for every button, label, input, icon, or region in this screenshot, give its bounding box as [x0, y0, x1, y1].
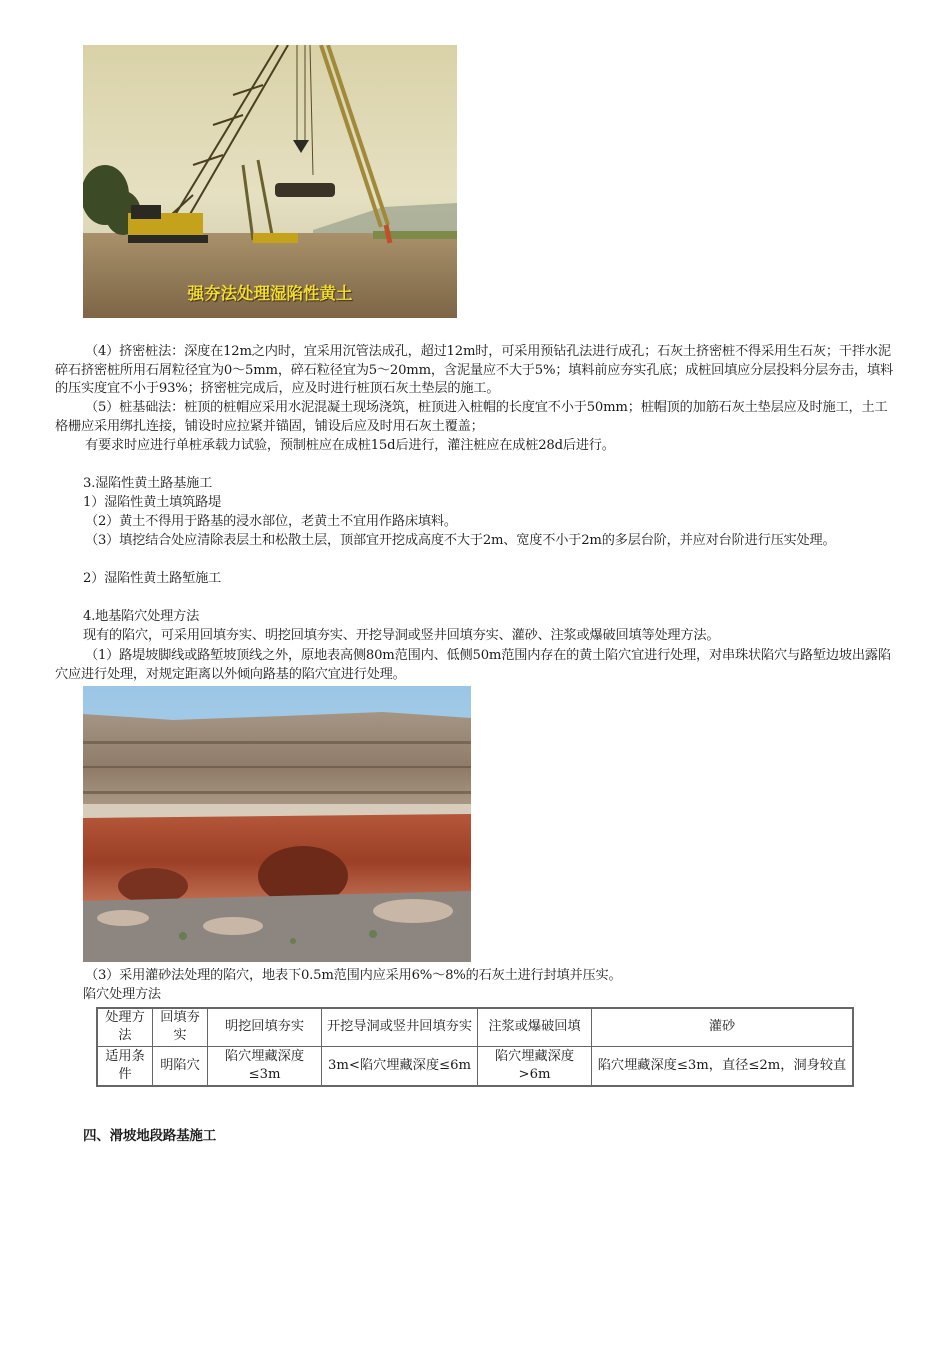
paragraph-load-test: 有要求时应进行单桩承载力试验，预制桩应在成桩15d后进行，灌注桩应在成桩28d后进行。: [85, 438, 615, 453]
sinkhole-methods-table: [96, 1007, 854, 1087]
paragraph-cut-fill: （3）填挖结合处应清除表层土和松散土层，顶部宜开挖成高度不大于2m、宽度不小于2m的多层台阶，并应对台阶进行压实处理。: [85, 533, 836, 548]
table-cell: 陷穴埋藏深度>6m: [478, 1046, 592, 1086]
subheading-loess-cutting: 2）湿陷性黄土路堑施工: [83, 571, 222, 586]
paragraph-sinkhole-range: （1）路堤坡脚线或路堑坡顶线之外，原地表高侧80m范围内、低侧50m范围内存在的黄土陷穴宜进行处理，对串珠状陷穴与路堑边坡出露陷穴应进行处理，对规定距离以外倾向路基的陷穴宜进行处理。: [55, 648, 891, 682]
table-cell: 陷穴埋藏深度≤3m: [208, 1046, 322, 1086]
paragraph-sand-filling: （3）采用灌砂法处理的陷穴，地表下0.5m范围内应采用6%～8%的石灰土进行封填并压实。: [85, 968, 622, 983]
loess-cliff-photo: [83, 686, 471, 962]
heading-loess-subgrade: 3.湿陷性黄土路基施工: [83, 476, 213, 491]
paragraph-compaction-pile: （4）挤密桩法：深度在12m之内时，宜采用沉管法成孔，超过12m时，可采用预钻孔法进行成孔；石灰土挤密桩不得采用生石灰；干拌水泥碎石挤密桩所用石屑粒径宜为0～5mm，碎石粒径宜为5～20mm，含泥量应不大于5%；填料前应夯实孔底；成桩回填应分层投料分层夯击，填料的压实度宜不小于93%；挤密桩完成后，应及时进行桩顶石灰土垫层的施工。: [55, 344, 893, 396]
subheading-loess-embankment: 1）湿陷性黄土填筑路堤: [83, 495, 222, 510]
table-cell: 明挖回填夯实: [208, 1008, 322, 1046]
paragraph-loess-water: （2）黄土不得用于路基的浸水部位，老黄土不宜用作路床填料。: [85, 514, 457, 529]
paragraph-pile-foundation: （5）桩基础法：桩顶的桩帽应采用水泥混凝土现场浇筑，桩顶进入桩帽的长度宜不小于50mm；桩帽顶的加筋石灰土垫层应及时施工，土工格栅应采用绑扎连接，铺设时应拉紧并锚固，铺设后应及时用石灰土覆盖；: [55, 400, 888, 434]
table-cell: 回填夯实: [153, 1008, 208, 1046]
heading-sinkhole-methods: 4.地基陷穴处理方法: [83, 609, 200, 624]
table-cell: 明陷穴: [153, 1046, 208, 1086]
table-cell: 处理方法: [97, 1008, 153, 1046]
photo-caption: 强夯法处理湿陷性黄土: [187, 284, 353, 303]
table-cell: 注浆或爆破回填: [478, 1008, 592, 1046]
dynamic-compaction-photo: [83, 45, 457, 318]
table-cell: 开挖导洞或竖井回填夯实: [322, 1008, 478, 1046]
table-cell: 陷穴埋藏深度≤3m，直径≤2m，洞身较直: [592, 1046, 854, 1086]
section-title-landslide: 四、滑坡地段路基施工: [83, 1128, 216, 1144]
table-title: 陷穴处理方法: [83, 987, 161, 1002]
table-header-row: [97, 1008, 853, 1046]
table-row: [97, 1046, 853, 1086]
table-cell: 灌砂: [592, 1008, 854, 1046]
paragraph-existing-sinkholes: 现有的陷穴，可采用回填夯实、明挖回填夯实、开挖导洞或竖井回填夯实、灌砂、注浆或爆破回填等处理方法。: [83, 628, 720, 643]
table-cell: 3m<陷穴埋藏深度≤6m: [322, 1046, 478, 1086]
table-cell: 适用条件: [97, 1046, 153, 1086]
